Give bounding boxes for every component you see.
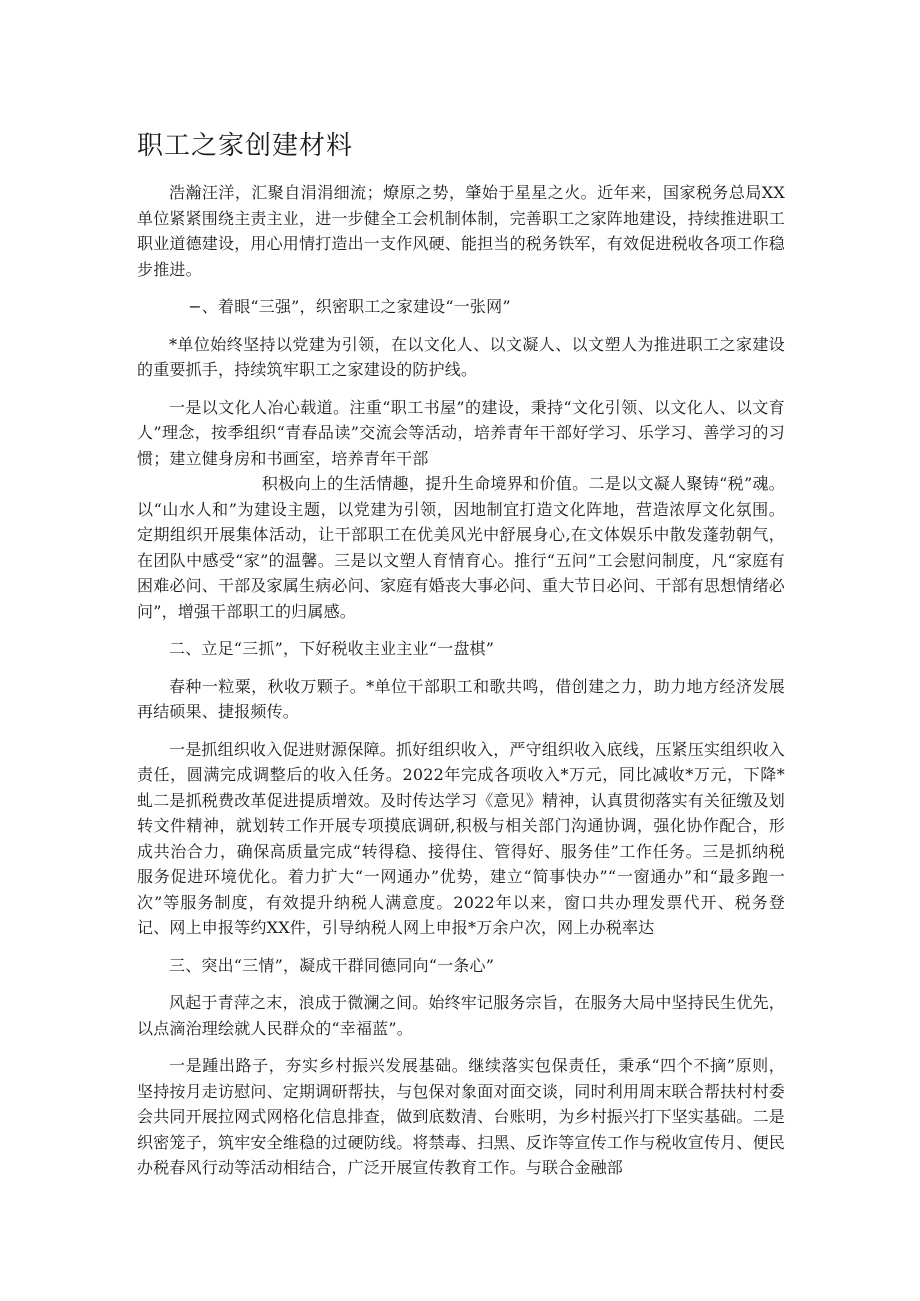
document-body <box>137 180 785 1193</box>
section-1-paragraph-3 <box>137 471 785 624</box>
section-3-heading: 三、突出“三情”，凝成干群同德同向“一条心” <box>169 955 495 975</box>
section-3-paragraph-2: 一是踵出路子，夯实乡村振兴发展基础。继续落实包保责任，秉承“四个不摘”原则，坚持按月走访慰问、定期调研帮扶，与包保对象面对面交谈，同时利用周末联合帮扶村村委会共同开展拉网式网格化信息排查，做到底数清、台账明，为乡村振兴打下坚实基础。二是织密笼子，筑牢安全维稳的过硬防线。将禁毒、扫黑、反诈等宣传工作与税收宣传月、便民办税春风行动等活动相结合，广泛开展宣传教育工作。与联合金融部 <box>137 1056 786 1177</box>
section-1-paragraph-1: *单位始终坚持以党建为引领，在以文化人、以文凝人、以文塑人为推进职工之家建设的重要抓手，持续筑牢职工之家建设的防护线。 <box>137 334 785 379</box>
section-1-paragraph-3-text: 积极向上的生活情趣，提升生命境界和价值。二是以文凝人聚铸“税”魂。以“山水人和”为建设主题，以党建为引领，因地制宜打造文化阵地，营造浓厚文化氛围。定期组织开展集体活动，让干部职工在优美风光中舒展身心,在文体娱乐中散发蓬勃朝气，在团队中感受“家”的温馨。三是以文塑人育情育心。推行“五问”工会慰问制度，凡“家庭有困难必问、干部及家属生病必问、家庭有婚丧大事必问、重大节日必问、干部有思想情绪必问”，增强干部职工的归属感。 <box>137 474 786 621</box>
section-3-paragraph-1: 风起于青萍之末，浪成于微澜之间。始终牢记服务宗旨，在服务大局中坚持民生优先，以点滴治理绘就人民群众的“幸福蓝”。 <box>137 993 785 1038</box>
section-1-heading: −、着眼“三强”，织密职工之家建设“一张网” <box>188 297 511 316</box>
section-2-paragraph-1: 春种一粒粟，秋收万颗子。*单位干部职工和歌共鸣，借创建之力，助力地方经济发展再结硕果、捷报频传。 <box>137 676 785 721</box>
intro-paragraph: 浩瀚汪洋，汇聚自涓涓细流；燎原之势，肇始于星星之火。近年来，国家税务总局XX单位紧紧围绕主责主业，进一步健全工会机制体制，完善职工之家阵地建设，持续推进职工职业道德建设，用心用情打造出一支作风硬、能担当的税务铁军，有效促进税收各项工作稳步推进。 <box>137 183 786 279</box>
section-1-paragraph-2: 一是以文化人冶心载道。注重“职工书屋”的建设，秉持“文化引领、以文化人、以文育人”理念，按季组织“青春品读”交流会等活动，培养青年干部好学习、乐学习、善学习的习惯；建立健身房和书画室，培养青年干部 <box>137 397 785 468</box>
section-2-paragraph-2: 一是抓组织收入促进财源保障。抓好组织收入，严守组织收入底线，压紧压实组织收入责任，圆满完成调整后的收入任务。2022年完成各项收入*万元，同比减收*万元，下降*虬二是抓税费改革促进提质增效。及时传达学习《意见》精神，认真贯彻落实有关征缴及划转文件精神，就划转工作开展专项摸底调研,积极与相关部门沟通协调，强化协作配合，形成共治合力，确保高质量完成“转得稳、接得住、管得好、服务佳”工作任务。三是抓纳税服务促进环境优化。着力扩大“一网通办”优势，建立“简事快办”“一窗通办”和“最多跑一次”等服务制度，有效提升纳税人满意度。2022年以来，窗口共办理发票代开、税务登记、网上申报等约XX件，引导纳税人网上申报*万余户次，网上办税率达 <box>137 739 786 937</box>
document-title: 职工之家创建材料 <box>137 131 354 161</box>
section-2-heading: 二、立足“三抓”，下好税收主业主业“一盘棋” <box>169 639 495 658</box>
